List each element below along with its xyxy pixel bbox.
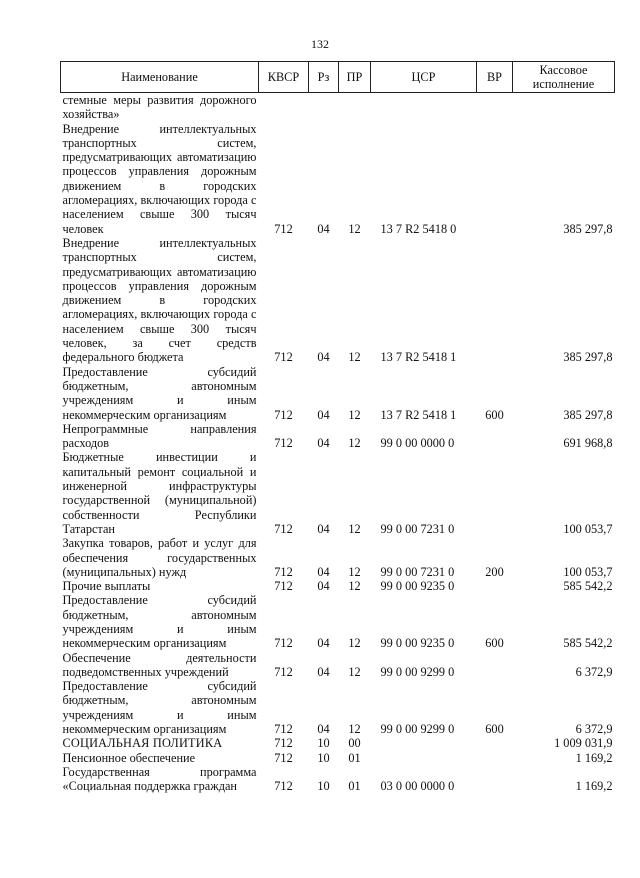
row-name: Предоставление субсидий бюджетным, автономным учреждениям и иным некоммерческим организациям (62, 679, 257, 737)
row-csr: 99 0 00 9235 0 (380, 636, 455, 651)
row-rz: 04 (317, 350, 330, 365)
row-vr: 600 (485, 636, 504, 651)
row-kvsr: 712 (274, 521, 293, 536)
row-sum: 1 169,2 (575, 750, 613, 765)
row-sum: 6 372,9 (575, 664, 613, 679)
row-name: Внедрение интеллектуальных транспортных систем, предусматривающих автоматизацию процессов управления дорожным движением в городских агломерациях, включающих города с населением свыше 300 тысяч человек (62, 121, 257, 236)
row-rz: 04 (317, 579, 330, 594)
row-pr: 12 (348, 350, 361, 365)
table-row (61, 236, 615, 365)
row-name: Пенсионное обеспечение (62, 750, 196, 765)
row-pr: 12 (348, 636, 361, 651)
row-vr: 200 (485, 564, 504, 579)
row-pr: 12 (348, 407, 361, 422)
row-pr: 12 (348, 564, 361, 579)
row-name: Прочие выплаты (62, 579, 151, 594)
row-sum: 385 297,8 (563, 407, 613, 422)
row-pr: 12 (348, 722, 361, 737)
row-sum: 1 009 031,9 (554, 736, 613, 751)
row-name: стемные меры развития дорожного хозяйства» (62, 93, 257, 122)
row-pr: 12 (348, 664, 361, 679)
row-vr (477, 236, 513, 365)
row-rz: 04 (317, 722, 330, 737)
row-vr (477, 122, 513, 236)
row-rz: 04 (317, 436, 330, 451)
row-sum: 585 542,2 (563, 636, 613, 651)
row-sum: 100 053,7 (563, 521, 613, 536)
row-name: Внедрение интеллектуальных транспортных систем, предусматривающих автоматизацию процессов управления дорожным движением в городских агломерациях, включающих города с населением свыше 300 тысяч человек, за счет средств федерального бюджета (62, 235, 257, 365)
row-name: Непрограммные направления расходов (62, 421, 257, 451)
row-vr (477, 765, 513, 794)
row-kvsr: 712 (274, 779, 293, 794)
row-kvsr: 712 (274, 407, 293, 422)
row-pr: 12 (348, 579, 361, 594)
row-csr: 03 0 00 0000 0 (380, 779, 455, 794)
row-csr (371, 736, 477, 750)
row-sum: 1 169,2 (575, 779, 613, 794)
row-vr (477, 736, 513, 750)
row-vr (477, 422, 513, 451)
header-pr: ПР (339, 62, 371, 93)
row-kvsr: 712 (274, 736, 293, 751)
table-row (61, 93, 615, 122)
row-sum: 6 372,9 (575, 722, 613, 737)
row-rz: 04 (317, 636, 330, 651)
row-pr: 01 (348, 779, 361, 794)
row-rz: 10 (317, 750, 330, 765)
row-pr (339, 93, 371, 122)
row-rz: 10 (317, 779, 330, 794)
table-row (61, 422, 615, 451)
row-rz: 10 (317, 736, 330, 751)
row-csr: 99 0 00 0000 0 (380, 436, 455, 451)
row-csr: 99 0 00 9299 0 (380, 722, 455, 737)
row-sum: 385 297,8 (563, 221, 613, 236)
table-row (61, 365, 615, 422)
row-rz: 04 (317, 407, 330, 422)
row-pr: 01 (348, 750, 361, 765)
row-pr: 12 (348, 521, 361, 536)
row-name: Бюджетные инвестиции и капитальный ремонт социальной и инженерной инфраструктуры государственной (муниципальной) собственности Республики Татарстан (62, 450, 257, 536)
row-vr: 600 (485, 407, 504, 422)
table-row (61, 751, 615, 765)
header-rz: Рз (309, 62, 339, 93)
row-csr: 99 0 00 9299 0 (380, 664, 455, 679)
row-vr (477, 651, 513, 680)
row-csr: 13 7 R2 5418 1 (380, 407, 457, 422)
table-row (61, 536, 615, 579)
row-rz (309, 93, 339, 122)
row-name: СОЦИАЛЬНАЯ ПОЛИТИКА (62, 736, 223, 751)
page-number: 132 (311, 37, 329, 51)
row-csr: 13 7 R2 5418 1 (380, 350, 457, 365)
row-csr: 99 0 00 7231 0 (380, 564, 455, 579)
row-vr (477, 751, 513, 765)
table-header-row (61, 62, 615, 93)
row-csr: 99 0 00 7231 0 (380, 521, 455, 536)
row-name: Государственная программа «Социальная поддержка граждан (62, 764, 257, 794)
row-csr (371, 751, 477, 765)
row-name: Предоставление субсидий бюджетным, автономным учреждениям и иным некоммерческим организациям (62, 364, 257, 422)
header-kvsr: КВСР (259, 62, 309, 93)
row-kvsr: 712 (274, 564, 293, 579)
table-row (61, 679, 615, 736)
row-sum (513, 93, 615, 122)
header-vr: ВР (477, 62, 513, 93)
row-kvsr: 712 (274, 722, 293, 737)
budget-table (60, 61, 615, 794)
row-kvsr: 712 (274, 664, 293, 679)
row-vr (477, 579, 513, 593)
row-rz: 04 (317, 564, 330, 579)
row-sum: 385 297,8 (563, 350, 613, 365)
row-kvsr: 712 (274, 579, 293, 594)
row-csr: 13 7 R2 5418 0 (380, 221, 457, 236)
row-kvsr: 712 (274, 750, 293, 765)
header-sum: Кассовое исполнение (513, 62, 615, 93)
row-rz: 04 (317, 221, 330, 236)
table-row (61, 122, 615, 236)
row-name: Закупка товаров, работ и услуг для обеспечения государственных (муниципальных) нужд (62, 536, 257, 579)
row-kvsr: 712 (274, 350, 293, 365)
row-pr: 00 (348, 736, 361, 751)
row-kvsr: 712 (274, 636, 293, 651)
row-kvsr: 712 (274, 436, 293, 451)
row-vr (477, 450, 513, 536)
table-row (61, 579, 615, 593)
row-csr: 99 0 00 9235 0 (380, 579, 455, 594)
row-name: Предоставление субсидий бюджетным, автономным учреждениям и иным некоммерческим организациям (62, 593, 257, 651)
row-sum: 585 542,2 (563, 579, 613, 594)
table-row (61, 593, 615, 650)
row-rz: 04 (317, 521, 330, 536)
table-row (61, 651, 615, 680)
row-sum: 100 053,7 (563, 564, 613, 579)
row-kvsr: 712 (274, 221, 293, 236)
table-row (61, 736, 615, 750)
table-row (61, 765, 615, 794)
row-name: Обеспечение деятельности подведомственных учреждений (62, 650, 257, 679)
header-name: Наименование (61, 62, 259, 93)
row-pr: 12 (348, 221, 361, 236)
row-csr (371, 93, 477, 122)
row-vr (477, 93, 513, 122)
header-csr: ЦСР (371, 62, 477, 93)
row-kvsr (259, 93, 309, 122)
row-vr: 600 (485, 722, 504, 737)
row-sum: 691 968,8 (563, 436, 613, 451)
row-pr: 12 (348, 436, 361, 451)
table-row (61, 450, 615, 536)
row-rz: 04 (317, 664, 330, 679)
